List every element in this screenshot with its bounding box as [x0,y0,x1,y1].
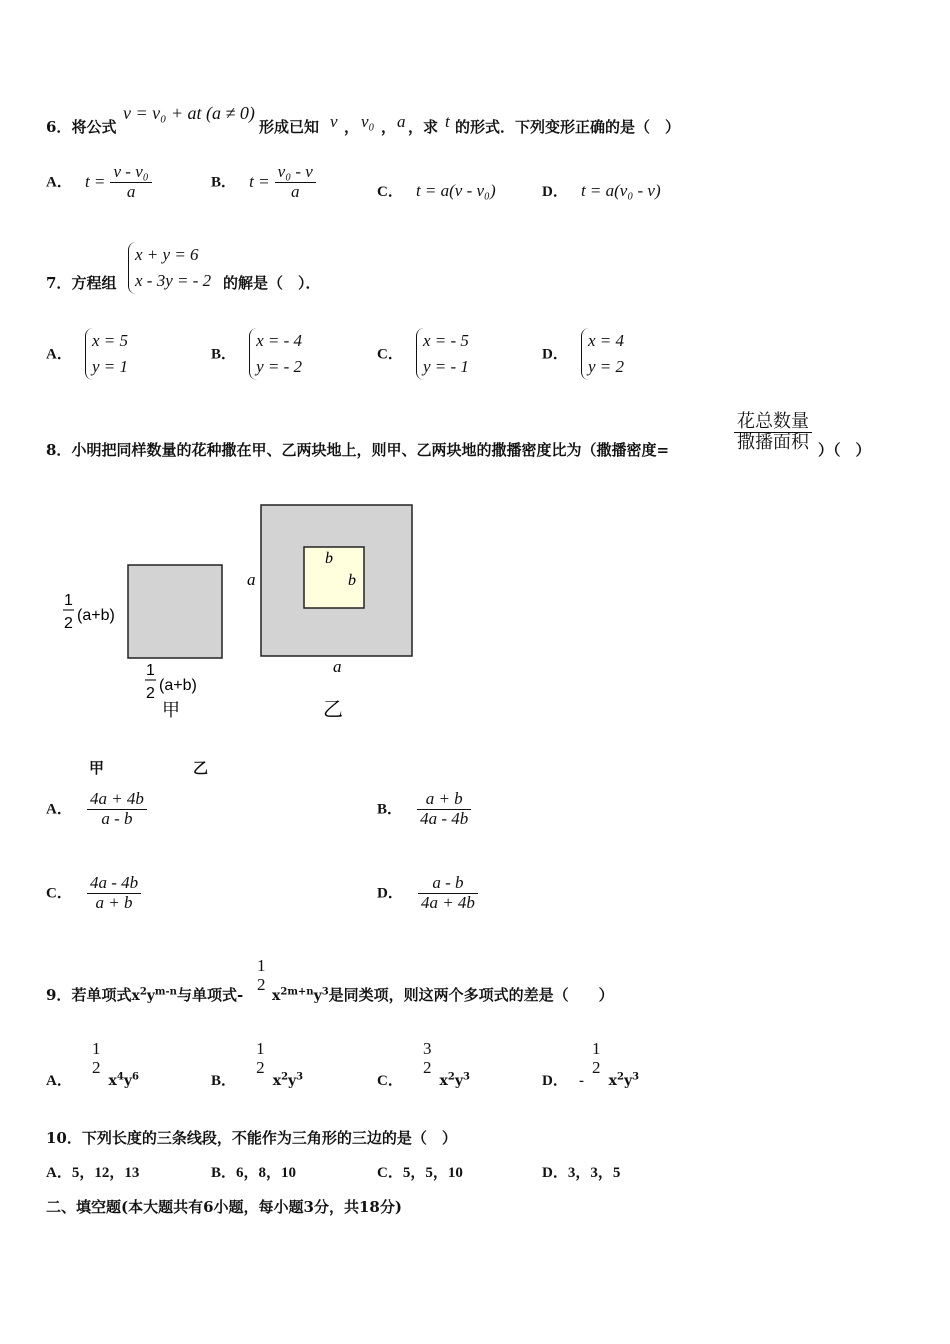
option-label: C． [377,184,403,200]
q9-half: 1 2 [257,956,266,994]
q7-c-system: x = - 5 y = - 1 [416,328,469,380]
q8-frac-den: 撒播面积 [737,431,809,452]
q6-number: 6． [46,118,72,136]
question-9 [46,984,243,1005]
q9-c-term: $x^2y^3$ [439,1071,470,1090]
q6-b-fraction: $\frac{\text{v₀ - v}}{a}$ [275,163,316,201]
q7-eq2: x - 3y = - 2 [135,271,212,290]
q7-option-d[interactable] [542,328,624,380]
q9-text3: 是同类项，则这两个多项式的差是（ ） [328,986,614,1004]
q6-var-a: a [397,112,406,131]
q7-b-system: x = - 4 y = - 2 [249,328,302,380]
q10-option-c[interactable]: C．5，5，10 [377,1165,463,1181]
q7-system [128,242,211,294]
option-label: D． [542,1073,568,1090]
q9-text1: 若单项式 [71,986,132,1004]
q7-text2: 的解是（ ）． [223,274,321,292]
q6-d-expr: t = a(v₀ - v) [580,181,661,200]
q8-option-c[interactable] [46,874,141,912]
q9-option-d[interactable] [542,1040,639,1090]
jia-square [128,565,222,658]
question-8 [46,439,669,460]
option-label: C． [377,1073,403,1090]
q8-caption-yi: 乙 [193,759,209,777]
q7-option-b[interactable] [211,328,302,380]
q7-eq1: x + y = 6 [135,245,199,264]
jia-side-left: (a+b) [77,607,115,624]
q6-var-v: v [330,112,338,131]
q6-text4: 的形式．下列变形正确的是（ ） [455,118,681,136]
yi-side-b-right: b [348,572,356,589]
yi-side-b-top: b [325,550,333,567]
q6-a-lhs: t = [84,171,106,191]
q9-option-a[interactable] [46,1040,139,1090]
q8-b-fraction: $\frac{a + b}{4a - 4b}$ [417,790,471,828]
q6-var-v0: v₀ [361,112,375,131]
q8-caption-jia: 甲 [89,759,105,777]
q8-option-a[interactable] [46,790,147,828]
q9-text2: 与单项式- [176,986,244,1004]
q6-sep-2: ， [381,118,397,136]
q7-option-a[interactable] [46,328,128,380]
option-label: D． [542,346,568,363]
q9-option-b[interactable] [211,1040,303,1090]
jia-half-den: 2 [64,615,73,632]
jia-half-den-bottom: 2 [146,685,155,702]
option-label: B． [211,174,237,191]
option-label: C． [377,346,403,363]
option-label: A． [46,1073,72,1090]
q8-frac-num: 花总数量 [734,412,812,433]
q8-option-b[interactable] [377,790,471,828]
q9-mono1: $x^2y^{m-n}$ [131,986,177,1004]
q8-text: 小明把同样数量的花种撒在甲、乙两块地上，则甲、乙两块地的撒播密度比为（撒播密度= [71,441,670,459]
q8-density-fraction [734,412,812,453]
option-label: B． [377,801,403,818]
q10-number: 10． [46,1129,82,1147]
yi-side-a-left: a [247,570,256,589]
option-label: A． [46,346,72,363]
jia-side-bottom: (a+b) [159,677,197,694]
q10-option-d[interactable]: D．3，3，5 [542,1165,621,1181]
q8-option-d[interactable] [377,874,478,912]
q6-var-t: t [445,112,450,131]
option-label: C． [46,885,72,902]
q6-formula: v = v₀ + at (a ≠ 0) [123,103,255,123]
yi-side-a-bottom: a [333,657,342,676]
jia-half-num-bottom: 1 [146,662,155,679]
q6-b-lhs: t = [249,171,270,191]
q6-option-b[interactable] [211,163,316,201]
q7-option-c[interactable] [377,328,469,380]
q8-text-end: ）（ ） [818,441,871,459]
q9-b-term: $x^2y^3$ [272,1071,304,1090]
yi-figure-label: 乙 [323,697,343,721]
q10-option-a[interactable]: A．5，12，13 [46,1165,140,1181]
q9-d-coef: 1 2 [592,1039,601,1077]
q9-mono2: $x^{2m+n}y^3$ [272,986,329,1004]
q9-a-term: $x^4y^6$ [108,1071,139,1090]
q9-a-coef: 1 2 [91,1039,101,1077]
q7-d-system: x = 4 y = 2 [581,328,624,380]
jia-half-num: 1 [64,592,73,609]
q9-d-sign: - [578,1073,584,1090]
q9-c-coef: 3 2 [422,1039,432,1077]
q7-text: 方程组 [71,274,117,292]
jia-figure-label: 甲 [162,700,180,721]
q6-sep-1: ， [344,118,360,136]
q10-option-b[interactable]: B．6，8，10 [211,1165,297,1181]
option-label: B． [211,1073,237,1090]
question-7 [46,272,116,293]
q6-a-fraction: $\frac{\text{v - v₀}}{a}$ [110,163,151,201]
q9-b-coef: 1 2 [256,1039,265,1077]
option-label: B． [211,346,237,363]
q8-figure [55,495,425,725]
q8-d-fraction: $\frac{a - b}{4a + 4b}$ [418,874,478,912]
q6-text3: ，求 [408,118,439,136]
option-label: A． [46,801,72,818]
q9-option-c[interactable] [377,1040,470,1090]
q6-option-a[interactable] [46,163,152,201]
q8-number: 8． [46,441,72,459]
q10-text: 下列长度的三条线段，不能作为三角形的三边的是（ ） [81,1129,457,1147]
question-10 [46,1127,457,1148]
q6-option-d[interactable] [542,180,661,201]
q9-rest [272,984,614,1005]
q6-option-c[interactable] [377,180,496,201]
question-6 [46,116,116,137]
q8-c-fraction: $\frac{4a - 4b}{a + b}$ [87,874,141,912]
q6-c-expr: t = a(v - v₀) [415,181,496,200]
section-2-title: 二、填空题(本大题共有6小题，每小题3分，共18分) [46,1198,402,1216]
option-label: D． [377,885,403,902]
q7-a-system: x = 5 y = 1 [85,328,128,380]
q9-d-term: $x^2y^3$ [608,1071,640,1090]
option-label: A． [46,174,72,191]
q6-text: 将公式 [71,118,117,136]
q6-text2: 形成已知 [259,118,320,136]
q8-a-fraction: $\frac{4a + 4b}{a - b}$ [87,790,147,828]
q9-number: 9． [46,986,72,1004]
option-label: D． [542,184,568,200]
q7-number: 7． [46,274,72,292]
